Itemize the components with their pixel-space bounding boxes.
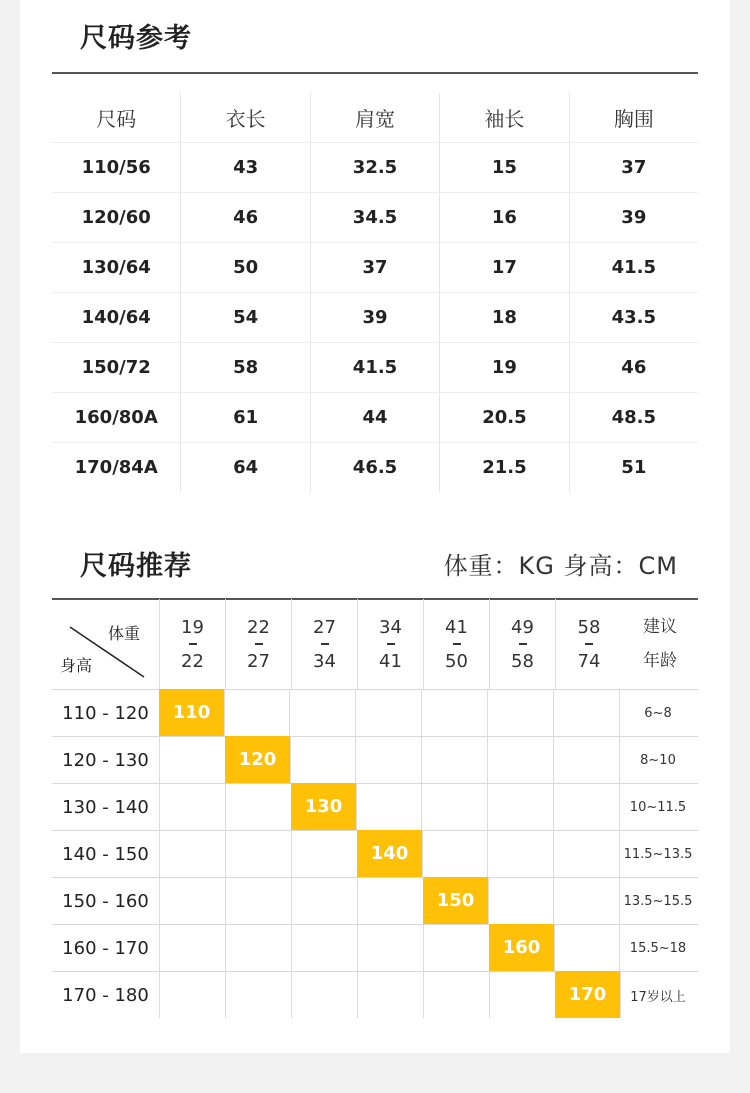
empty-cell	[554, 784, 620, 830]
table-row	[52, 443, 698, 492]
table-row	[52, 243, 698, 293]
empty-cell	[554, 831, 620, 877]
weight-from: 22	[247, 616, 270, 638]
table-row	[52, 143, 698, 193]
grid-row	[52, 971, 698, 1018]
empty-cell	[358, 925, 424, 971]
measurement-cell: 50	[181, 243, 310, 292]
age-cell: 6~8	[644, 705, 672, 721]
measurement-cell: 51	[621, 457, 647, 478]
empty-cell	[356, 690, 422, 736]
measurement-cell: 21.5	[440, 443, 569, 492]
size-recommend-grid	[52, 599, 698, 1018]
empty-cell	[292, 972, 358, 1018]
range-dash	[321, 643, 329, 645]
range-dash	[585, 643, 593, 645]
empty-cell	[554, 737, 620, 783]
empty-cell	[488, 737, 554, 783]
empty-cell	[160, 784, 226, 830]
weight-to: 74	[577, 650, 601, 672]
empty-cell	[160, 878, 226, 924]
size-cell: 150/72	[52, 343, 181, 392]
recommended-size-cell: 160	[489, 924, 555, 971]
empty-cell	[424, 925, 490, 971]
height-range-cell: 140 - 150	[52, 831, 160, 877]
column-header: 尺码	[52, 93, 181, 142]
column-header: 衣长	[181, 93, 310, 142]
empty-cell	[226, 925, 292, 971]
measurement-cell: 16	[440, 193, 569, 242]
measurement-cell: 46	[181, 193, 310, 242]
weight-range-header	[160, 599, 226, 689]
weight-range-header	[556, 599, 622, 689]
age-cell: 8~10	[640, 752, 676, 768]
recommended-size-cell: 150	[423, 877, 489, 924]
grid-row	[52, 877, 698, 924]
age-cell: 15.5~18	[629, 940, 687, 956]
divider	[52, 72, 698, 74]
measurement-cell: 41.5	[311, 343, 440, 392]
empty-cell	[422, 690, 488, 736]
weight-from: 34	[379, 616, 402, 638]
weight-from: 19	[181, 616, 204, 638]
weight-to: 41	[379, 650, 402, 672]
measurement-cell: 46.5	[311, 443, 440, 492]
size-cell: 110/56	[52, 143, 181, 192]
empty-cell	[292, 878, 358, 924]
empty-cell	[226, 878, 292, 924]
age-header-line2: 年龄	[643, 651, 677, 671]
measurement-cell: 32.5	[311, 143, 440, 192]
range-dash	[453, 643, 461, 645]
empty-cell	[290, 737, 356, 783]
size-recommend-title: 尺码推荐	[80, 551, 192, 582]
size-reference-title: 尺码参考	[80, 23, 192, 54]
recommended-size-cell: 110	[159, 689, 225, 736]
measurement-cell: 48.5	[611, 407, 657, 428]
size-card	[20, 0, 730, 1053]
measurement-cell: 39	[311, 293, 440, 342]
weight-to: 50	[445, 650, 468, 672]
weight-to: 58	[511, 650, 534, 672]
height-range-cell: 120 - 130	[52, 737, 160, 783]
age-cell: 13.5~15.5	[623, 893, 693, 909]
empty-cell	[554, 925, 620, 971]
weight-from: 58	[577, 616, 601, 638]
measurement-cell: 54	[181, 293, 310, 342]
empty-cell	[292, 925, 358, 971]
grid-row	[52, 830, 698, 877]
empty-cell	[488, 690, 554, 736]
range-dash	[519, 643, 527, 645]
grid-header-row	[52, 599, 698, 689]
range-dash	[255, 643, 263, 645]
empty-cell	[292, 831, 358, 877]
recommended-size-cell: 140	[357, 830, 423, 877]
empty-cell	[226, 831, 292, 877]
empty-cell	[290, 690, 356, 736]
grid-row	[52, 689, 698, 736]
age-cell: 10~11.5	[629, 799, 687, 815]
empty-cell	[422, 784, 488, 830]
height-range-cell: 150 - 160	[52, 878, 160, 924]
range-dash	[189, 643, 197, 645]
empty-cell	[422, 737, 488, 783]
empty-cell	[356, 737, 422, 783]
measurement-cell: 19	[440, 343, 569, 392]
size-cell: 160/80A	[52, 393, 181, 442]
measurement-cell: 58	[181, 343, 310, 392]
weight-range-header	[292, 599, 358, 689]
weight-to: 22	[181, 650, 204, 672]
measurement-cell: 46	[621, 357, 647, 378]
weight-range-header	[226, 599, 292, 689]
age-header-line1: 建议	[643, 617, 677, 637]
empty-cell	[358, 878, 424, 924]
measurement-cell: 37	[311, 243, 440, 292]
measurement-cell: 20.5	[440, 393, 569, 442]
empty-cell	[358, 972, 424, 1018]
measurement-cell: 64	[181, 443, 310, 492]
height-range-cell: 110 - 120	[52, 690, 160, 736]
grid-row	[52, 736, 698, 783]
size-cell: 120/60	[52, 193, 181, 242]
empty-cell	[488, 784, 554, 830]
table-row	[52, 193, 698, 243]
size-cell: 170/84A	[52, 443, 181, 492]
table-row	[52, 343, 698, 393]
table-header-row	[52, 93, 698, 143]
recommended-size-cell: 170	[555, 971, 621, 1018]
grid-row	[52, 924, 698, 971]
weight-to: 34	[313, 650, 336, 672]
measurement-cell: 39	[621, 207, 647, 228]
height-range-cell: 170 - 180	[52, 972, 160, 1018]
column-header: 肩宽	[311, 93, 440, 142]
empty-cell	[226, 784, 292, 830]
height-range-cell: 130 - 140	[52, 784, 160, 830]
size-cell: 140/64	[52, 293, 181, 342]
range-dash	[387, 643, 395, 645]
measurement-cell: 18	[440, 293, 569, 342]
recommended-size-cell: 130	[291, 783, 357, 830]
empty-cell	[422, 831, 488, 877]
table-row	[52, 393, 698, 443]
weight-range-header	[358, 599, 424, 689]
column-header: 袖长	[440, 93, 569, 142]
column-header: 胸围	[613, 107, 654, 131]
unit-label: 体重：KG 身高：CM	[443, 552, 678, 580]
empty-cell	[160, 972, 226, 1018]
measurement-cell: 43.5	[611, 307, 657, 328]
measurement-cell: 61	[181, 393, 310, 442]
measurement-cell: 34.5	[311, 193, 440, 242]
measurement-cell: 41.5	[611, 257, 657, 278]
table-row	[52, 293, 698, 343]
size-cell: 130/64	[52, 243, 181, 292]
empty-cell	[160, 737, 226, 783]
empty-cell	[554, 878, 620, 924]
measurement-cell: 15	[440, 143, 569, 192]
empty-cell	[224, 690, 290, 736]
weight-from: 41	[445, 616, 468, 638]
measurement-cell: 17	[440, 243, 569, 292]
empty-cell	[554, 690, 620, 736]
height-range-cell: 160 - 170	[52, 925, 160, 971]
empty-cell	[488, 831, 554, 877]
weight-axis-label: 体重	[108, 624, 141, 643]
age-cell: 11.5~13.5	[623, 846, 693, 862]
empty-cell	[356, 784, 422, 830]
measurement-cell: 43	[181, 143, 310, 192]
measurement-cell: 44	[311, 393, 440, 442]
measurement-cell: 37	[621, 157, 647, 178]
empty-cell	[490, 972, 556, 1018]
height-axis-label: 身高	[60, 656, 93, 675]
empty-cell	[226, 972, 292, 1018]
weight-range-header	[424, 599, 490, 689]
weight-from: 49	[511, 616, 534, 638]
corner-cell	[52, 599, 160, 689]
empty-cell	[160, 925, 226, 971]
age-header	[622, 599, 698, 689]
grid-row	[52, 783, 698, 830]
weight-to: 27	[247, 650, 270, 672]
weight-from: 27	[313, 616, 336, 638]
size-reference-table	[52, 93, 698, 492]
age-cell: 17岁以上	[630, 989, 686, 1005]
weight-range-header	[490, 599, 556, 689]
empty-cell	[424, 972, 490, 1018]
recommended-size-cell: 120	[225, 736, 291, 783]
empty-cell	[160, 831, 226, 877]
empty-cell	[488, 878, 554, 924]
